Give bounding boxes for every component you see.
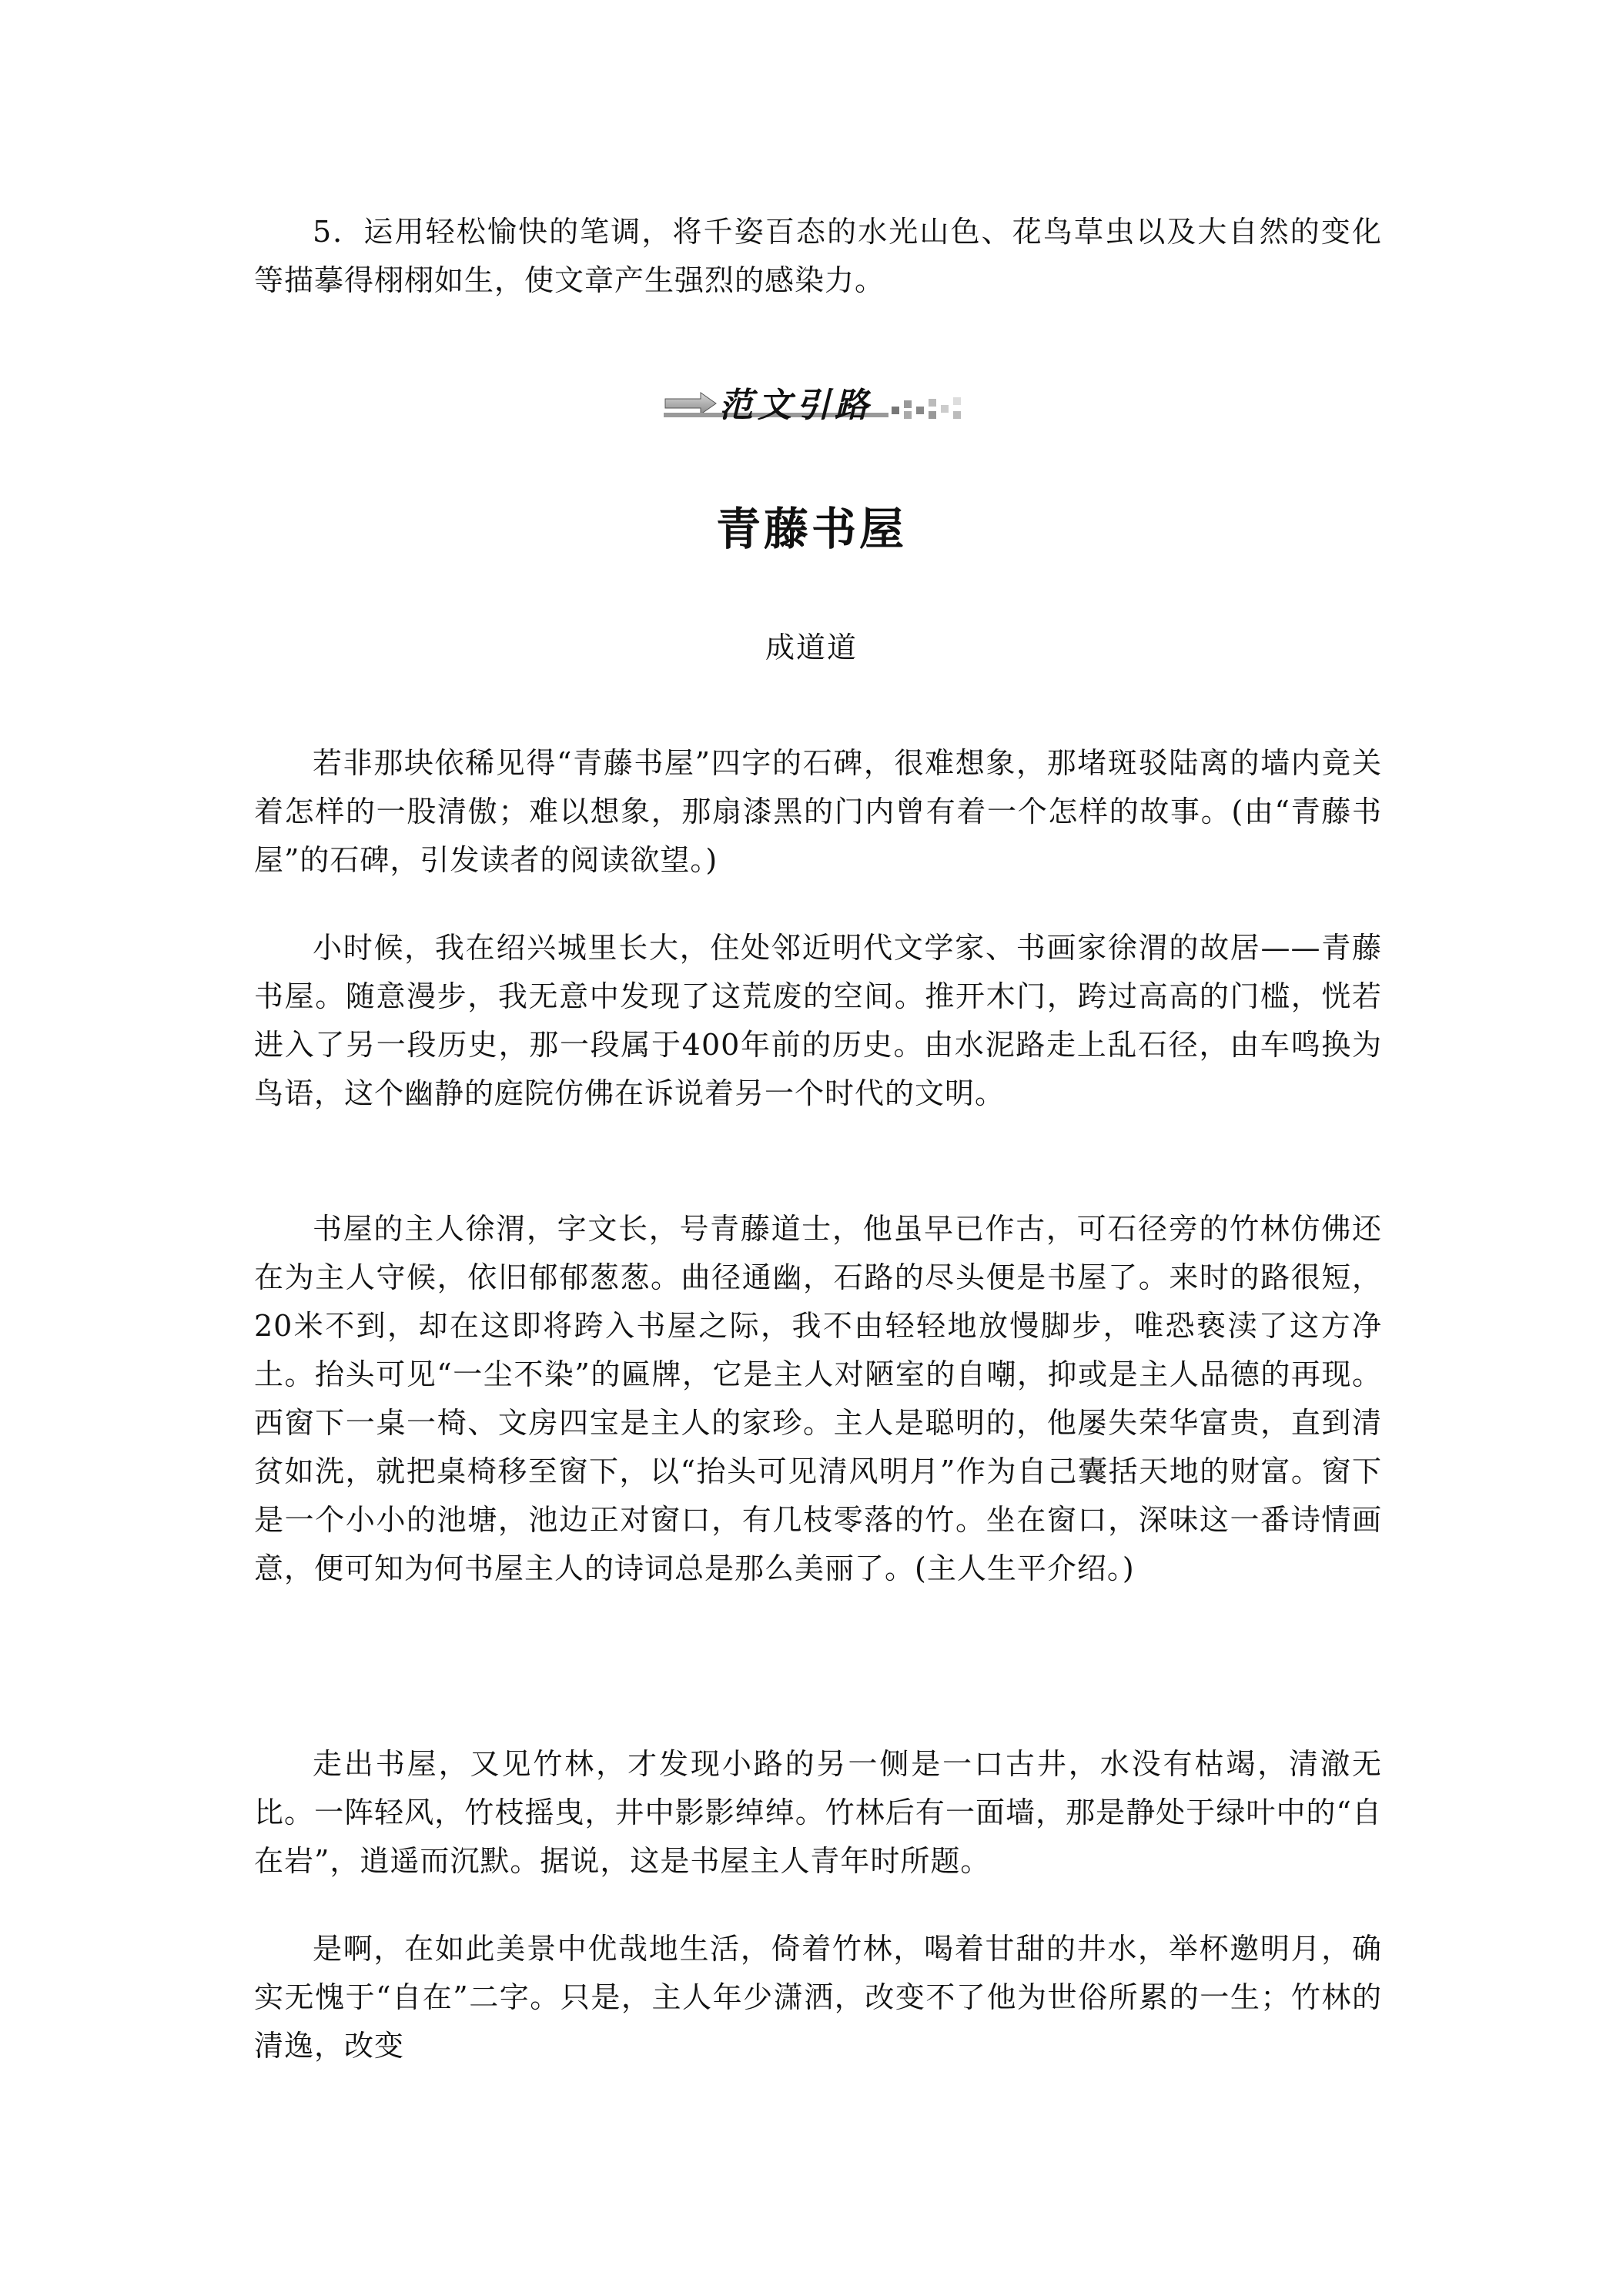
article-paragraph: 小时候，我在绍兴城里长大，住处邻近明代文学家、书画家徐渭的故居——青藤书屋。随意漫步，我无意中发现了这荒废的空间。推开木门，跨过高高的门槛，恍若进入了另一段历史，那一段属于400年前的历史。由水泥路走上乱石径，由车鸣换为鸟语，这个幽静的庭院仿佛在诉说着另一个时代的文明。 bbox=[254, 931, 1382, 1110]
article-paragraph: 书屋的主人徐渭，字文长，号青藤道士，他虽早已作古，可石径旁的竹林仿佛还在为主人守候，依旧郁郁葱葱。曲径通幽，石路的尽头便是书屋了。来时的路很短，20米不到，却在这即将跨入书屋之际，我不由轻轻地放慢脚步，唯恐亵渎了这方净土。抬头可见“一尘不染”的匾牌，它是主人对陋室的自嘲，抑或是主人品德的再现。西窗下一桌一椅、文房四宝是主人的家珍。主人是聪明的，他屡失荣华富贵，直到清贫如洗，就把桌椅移至窗下，以“抬头可见清风明月”作为自己囊括天地的财富。窗下是一个小小的池塘，池边正对窗口，有几枝零落的竹。坐在窗口，深味这一番诗情画意，便可知为何书屋主人的诗词总是那么美丽了。(主人生平介绍。) bbox=[254, 1212, 1382, 1585]
intro-paragraph: 5．运用轻松愉快的笔调，将千姿百态的水光山色、花鸟草虫以及大自然的变化等描摹得栩栩如生，使文章产生强烈的感染力。 bbox=[254, 215, 1382, 297]
article-paragraph: 是啊，在如此美景中优哉地生活，倚着竹林，喝着甘甜的井水，举杯邀明月，确实无愧于“自在”二字。只是，主人年少潇洒，改变不了他为世俗所累的一生；竹林的清逸，改变 bbox=[254, 1932, 1382, 2063]
article-paragraph: 若非那块依稀见得“青藤书屋”四字的石碑，很难想象，那堵斑驳陆离的墙内竟关着怎样的一股清傲；难以想象，那扇漆黑的门内曾有着一个怎样的故事。(由“青藤书屋”的石碑，引发读者的阅读欲望。) bbox=[254, 746, 1382, 877]
banner-label: 范文引路 bbox=[719, 386, 873, 425]
article-paragraph: 走出书屋，又见竹林，才发现小路的另一侧是一口古井，水没有枯竭，清澈无比。一阵轻风，竹枝摇曳，井中影影绰绰。竹林后有一面墙，那是静处于绿叶中的“自在岩”，逍遥而沉默。据说，这是书屋主人青年时所题。 bbox=[254, 1747, 1382, 1878]
section-banner bbox=[661, 376, 969, 423]
article-author: 成道道 bbox=[765, 631, 858, 664]
article-title: 青藤书屋 bbox=[715, 503, 907, 555]
